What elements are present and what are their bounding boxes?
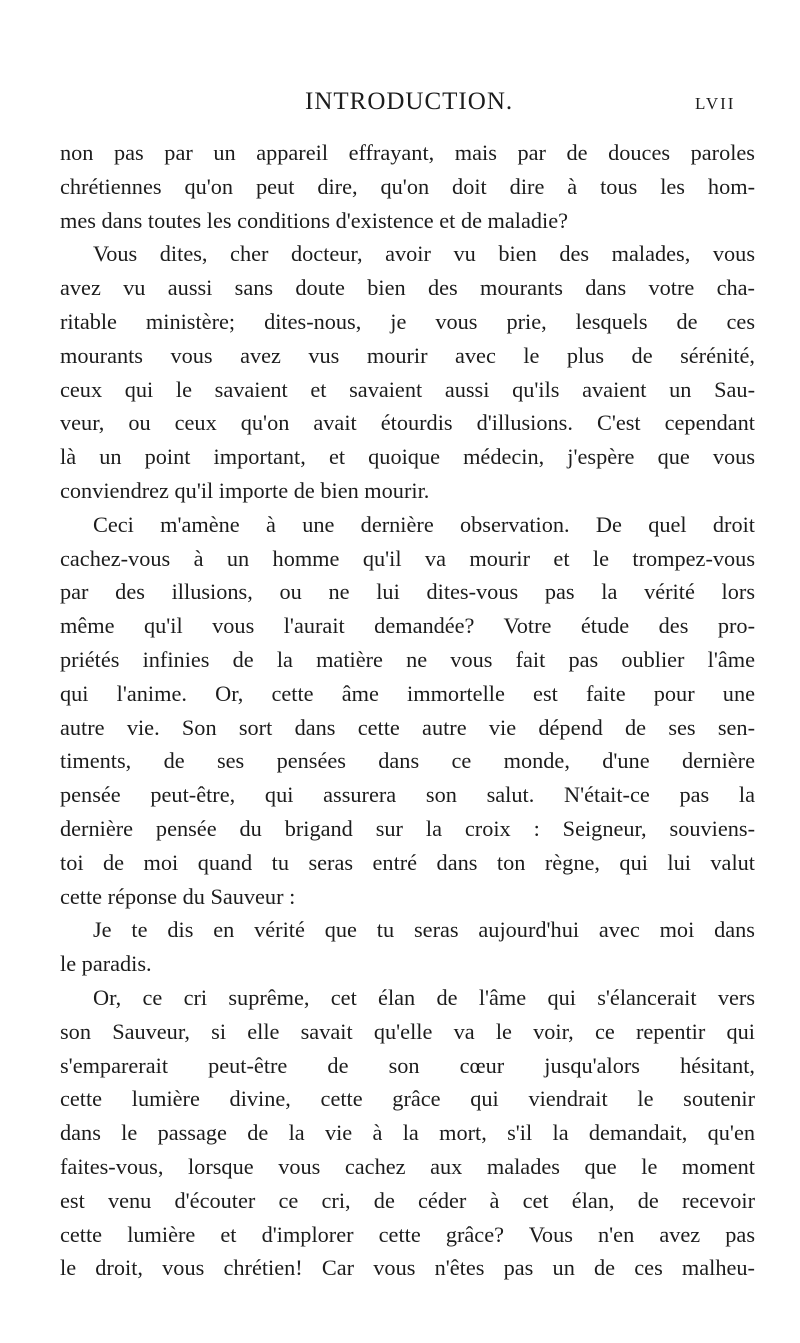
text-line: conviendrez qu'il importe de bien mourir. <box>60 477 430 503</box>
text-line: toi de moi quand tu seras entré dans ton règne, qui lui valut <box>60 849 755 875</box>
text-line: autre vie. Son sort dans cette autre vie dépend de ses sen- <box>60 714 755 740</box>
text-line: mourants vous avez vus mourir avec le plus de sérénité, <box>60 342 755 368</box>
text-line: cette réponse du Sauveur : <box>60 883 296 909</box>
text-line: mes dans toutes les conditions d'existence et de maladie? <box>60 207 569 233</box>
text-line: s'emparerait peut-être de son cœur jusqu'alors hésitant, <box>60 1052 755 1078</box>
text-line: là un point important, et quoique médecin, j'espère que vous <box>60 444 755 470</box>
text-line: son Sauveur, si elle savait qu'elle va le voir, ce repentir qui <box>60 1018 755 1044</box>
body-text <box>60 136 755 1285</box>
text-line: non pas par un appareil effrayant, mais par de douces paroles <box>60 140 755 165</box>
text-line: qui l'anime. Or, cette âme immortelle est faite pour une <box>60 680 755 706</box>
text-line: cette lumière et d'implorer cette grâce? Vous n'en avez pas <box>60 1221 755 1247</box>
text-line: faites-vous, lorsque vous cachez aux malades que le moment <box>60 1153 755 1179</box>
running-header <box>305 88 745 122</box>
text-line: ritable ministère; dites-nous, je vous prie, lesquels de ces <box>60 308 755 334</box>
text-line: Or, ce cri suprême, cet élan de l'âme qui s'élancerait vers <box>93 984 755 1010</box>
text-line: chrétiennes qu'on peut dire, qu'on doit dire à tous les hom- <box>60 173 755 199</box>
text-line: ceux qui le savaient et savaient aussi qu'ils avaient un Sau- <box>60 376 755 402</box>
text-line: est venu d'écouter ce cri, de céder à cet élan, de recevoir <box>60 1187 755 1213</box>
text-line: timents, de ses pensées dans ce monde, d'une dernière <box>60 748 755 774</box>
text-line: veur, ou ceux qu'on avait étourdis d'illusions. C'est cependant <box>60 410 755 436</box>
text-line: dans le passage de la vie à la mort, s'il la demandait, qu'en <box>60 1120 755 1146</box>
text-line: pensée peut-être, qui assurera son salut. N'était-ce pas la <box>60 782 755 808</box>
text-line: Je te dis en vérité que tu seras aujourd'hui avec moi dans <box>93 917 755 943</box>
text-line: priétés infinies de la matière ne vous fait pas oublier l'âme <box>60 646 755 672</box>
text-line: cachez-vous à un homme qu'il va mourir et le trompez-vous <box>60 545 755 571</box>
text-line: même qu'il vous l'aurait demandée? Votre étude des pro- <box>60 613 755 639</box>
text-line: Vous dites, cher docteur, avoir vu bien des malades, vous <box>93 241 755 267</box>
text-line: avez vu aussi sans doute bien des mourants dans votre cha- <box>60 275 755 301</box>
text-line: le paradis. <box>60 951 152 977</box>
text-line: cette lumière divine, cette grâce qui viendrait le soutenir <box>60 1086 755 1112</box>
text-line: par des illusions, ou ne lui dites-vous pas la vérité lors <box>60 579 755 605</box>
text-line: le droit, vous chrétien! Car vous n'êtes pas un de ces malheu- <box>60 1255 755 1281</box>
text-line: dernière pensée du brigand sur la croix : Seigneur, souviens- <box>60 815 755 841</box>
header-title: INTRODUCTION. <box>305 88 514 115</box>
page-number: LVII <box>695 94 736 113</box>
text-line: Ceci m'amène à une dernière observation. De quel droit <box>93 511 755 537</box>
